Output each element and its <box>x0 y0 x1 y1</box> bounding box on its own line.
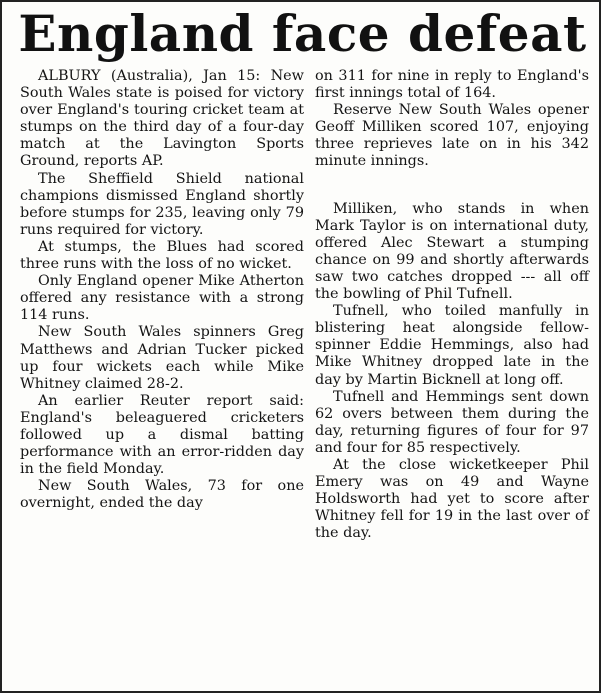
paragraph: Tufnell and Hemmings sent down 62 overs between them during the day, returning figures of four for 97 and four for 85 respectively. <box>315 388 589 456</box>
paragraph: The Sheffield Shield national champions dismissed England shortly before stumps for 235, leaving only 79 runs required for victory. <box>20 170 304 238</box>
paragraph: New South Wales, 73 for one overnight, ended the day <box>20 478 304 512</box>
paragraph: on 311 for nine in reply to England's first innings total of 164. <box>315 68 589 102</box>
paragraph: ALBURY (Australia), Jan 15: New South Wales state is poised for victory over England's touring cricket team at stumps on the third day of a four-day match at the Lavington Sports Ground, reports AP. <box>20 68 304 170</box>
paragraph: Milliken, who stands in when Mark Taylor is on international duty, offered Alec Stewart a stumping chance on 99 and shortly afterwards saw two catches dropped --- all off the bowling of Phil Tufnell. <box>315 200 589 303</box>
paragraph: At the close wicketkeeper Phil Emery was on 49 and Wayne Holdsworth had yet to score after Whitney fell for 19 in the last over of the day. <box>315 456 589 542</box>
paragraph: Reserve New South Wales opener Geoff Milliken scored 107, enjoying three reprieves late on in his 342 minute innings. <box>315 102 589 170</box>
paragraph: New South Wales spinners Greg Matthews and Adrian Tucker picked up four wickets each while Mike Whitney claimed 28-2. <box>20 324 304 392</box>
column-gap <box>315 171 589 201</box>
paragraph: At stumps, the Blues had scored three runs with the loss of no wicket. <box>20 238 304 273</box>
article-column-right <box>315 68 589 542</box>
paragraph: Tufnell, who toiled manfully in blistering heat alongside fellow-spinner Eddie Hemmings, also had Mike Whitney dropped late in the day by Martin Bicknell at long off. <box>315 303 589 388</box>
headline: England face defeat <box>18 4 587 63</box>
paragraph: An earlier Reuter report said: England's beleaguered cricketers followed up a dismal batting performance with an error-ridden day in the field Monday. <box>20 392 304 478</box>
article-column-left <box>20 68 304 512</box>
paragraph: Only England opener Mike Atherton offered any resistance with a strong 114 runs. <box>20 273 304 324</box>
